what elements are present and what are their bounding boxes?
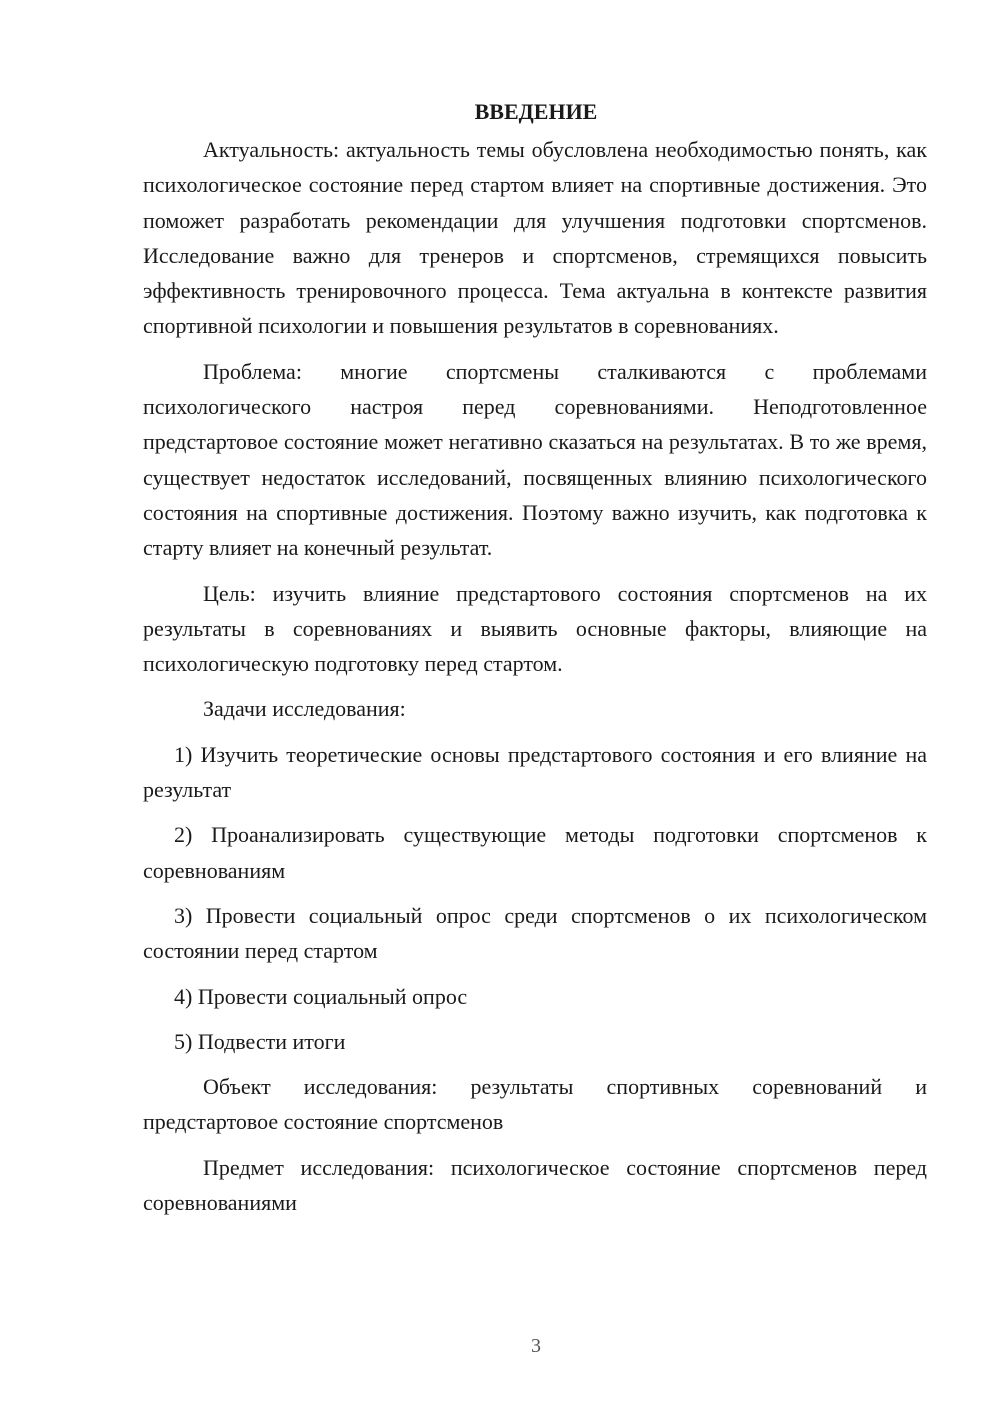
task-item-3: 3) Провести социальный опрос среди спортсменов о их психологическом состоянии перед стартом: [143, 902, 927, 964]
page-number: 3: [531, 1335, 541, 1357]
object-paragraph: Объект исследования: результаты спортивных соревнований и предстартовое состояние спортсменов: [143, 1074, 927, 1135]
task-item-1: 1) Изучить теоретические основы предстартового состояния и его влияние на результат: [143, 741, 927, 803]
tasks-heading: Задачи исследования:: [203, 696, 406, 722]
task-item-2: 2) Проанализировать существующие методы подготовки спортсменов к соревнованиям: [143, 822, 927, 883]
subject-paragraph: Предмет исследования: психологическое состояние спортсменов перед соревнованиями: [143, 1154, 927, 1216]
goal-paragraph: Цель: изучить влияние предстартового состояния спортсменов на их результаты в соревнованиях и выявить основные факторы, влияющие на психологическую подготовку перед стартом.: [143, 580, 927, 677]
problem-paragraph: Проблема: многие спортсмены сталкиваются с проблемами психологического настроя перед соревнованиями. Неподготовленное предстартовое состояние может негативно сказаться на результатах. В то же время, существует недостаток исследований, посвященных влиянию психологического состояния на спортивные достижения. Поэтому важно изучить, как подготовка к старту влияет на конечный результат.: [143, 358, 927, 561]
task-item-4: 4) Провести социальный опрос: [174, 983, 468, 1009]
document-page: [143, 96, 927, 1230]
relevance-paragraph: Актуальность: актуальность темы обусловлена необходимостью понять, как психологическое состояние перед стартом влияет на спортивные достижения. Это поможет разработать рекомендации для улучшения подготовки спортсменов. Исследование важно для тренеров и спортсменов, стремящихся повысить эффективность тренировочного процесса. Тема актуальна в контексте развития спортивной психологии и повышения результатов в соревнованиях.: [143, 137, 927, 339]
task-item-5: 5) Подвести итоги: [174, 1028, 346, 1054]
section-heading: ВВЕДЕНИЕ: [474, 99, 598, 124]
